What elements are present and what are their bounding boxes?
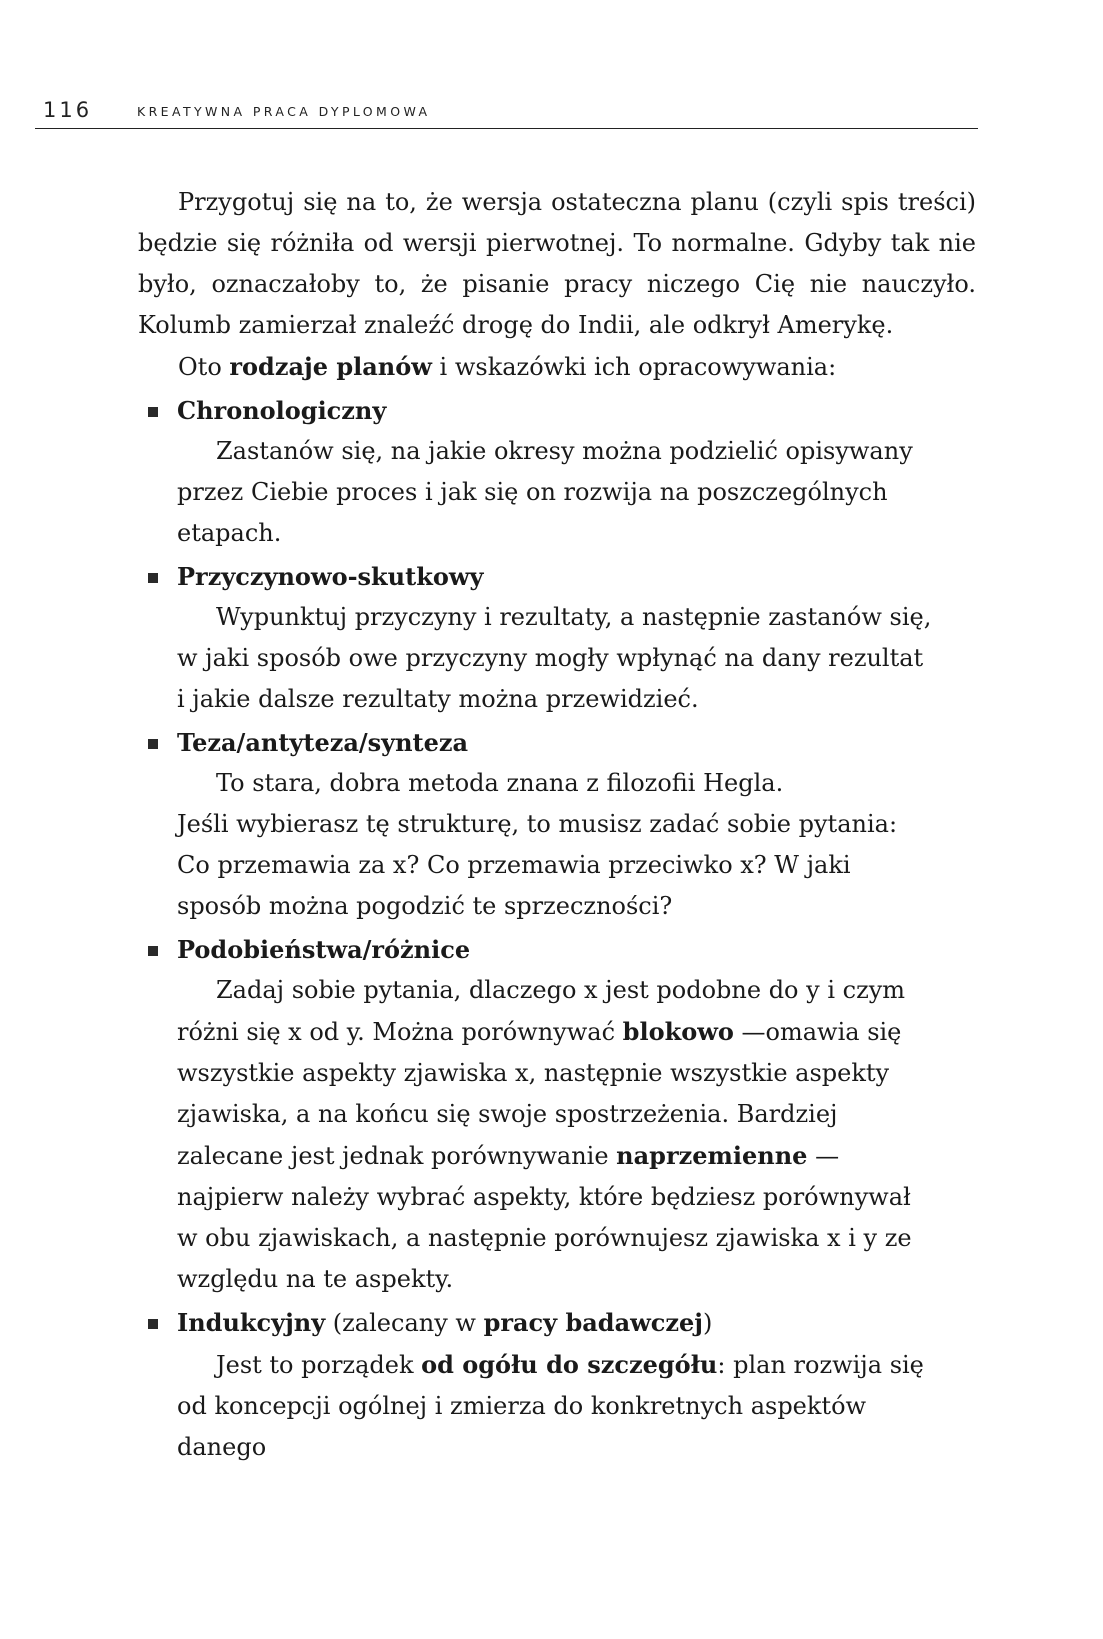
square-bullet-icon xyxy=(148,739,158,749)
term-naprzemienne: naprzemienne xyxy=(616,1141,808,1170)
description-text: : plan rozwija się od koncepcji ogólnej i zmierza do konkretnych aspektów danego xyxy=(177,1351,924,1461)
plan-title-note: ) xyxy=(702,1309,713,1337)
intro-text: i wskazówki ich opracowywania: xyxy=(431,353,837,381)
plan-title: Indukcyjny xyxy=(177,1308,326,1337)
list-item xyxy=(138,1302,976,1468)
list-item xyxy=(138,556,976,720)
running-header xyxy=(35,98,978,129)
list-item xyxy=(138,722,976,927)
plan-description xyxy=(177,1344,976,1468)
plan-title-note-term: pracy badawczej xyxy=(483,1308,703,1337)
plan-description: Wypunktuj przyczyny i rezultaty, a następnie zastanów się, w jaki sposób owe przyczyny mogły wpłynąć na dany rezultat i jakie dalsze rezultaty można przewidzieć. xyxy=(177,603,932,713)
plan-title-line xyxy=(177,1302,976,1344)
list-item xyxy=(138,929,976,1300)
plan-description: To stara, dobra metoda znana z filozofii Hegla. xyxy=(216,769,784,797)
square-bullet-icon xyxy=(148,573,158,583)
description-text: —omawia się wszystkie aspekty zjawiska x, następnie wszystkie aspekty zjawiska, a na końcu się swoje spostrzeżenia. Bardziej zalecane jest jednak porównywanie xyxy=(177,1018,902,1170)
intro-text: Oto xyxy=(178,353,230,381)
plan-title: Podobieństwa/różnice xyxy=(177,935,471,964)
square-bullet-icon xyxy=(148,946,158,956)
intro-paragraph: Przygotuj się na to, że wersja ostateczna planu (czyli spis treści) będzie się różniła od wersji pierwotnej. To normalne. Gdyby tak nie było, oznaczałoby to, że pisanie pracy niczego Cię nie nauczyło. Kolumb zamierzał znaleźć drogę do Indii, ale odkrył Amerykę. xyxy=(138,188,976,339)
term-blokowo: blokowo xyxy=(622,1017,734,1046)
term-od-ogolu: od ogółu do szczegółu xyxy=(421,1350,718,1379)
plan-description xyxy=(177,970,976,1300)
description-text: Zadaj sobie pytania, dlaczego x jest podobne do y i czym różni się x od y. Można porównywać xyxy=(177,976,906,1046)
list-item xyxy=(138,390,976,554)
running-title: KREATYWNA PRACA DYPLOMOWA xyxy=(137,104,431,119)
plan-description: Jeśli wybierasz tę strukturę, to musisz zadać sobie pytania: Co przemawia za x? Co przemawia przeciwko x? W jaki sposób można pogodzić te sprzeczności? xyxy=(177,810,898,920)
plan-types-list xyxy=(138,390,976,1468)
plan-title: Przyczynowo-skutkowy xyxy=(177,562,484,591)
page-content xyxy=(138,182,976,1468)
description-text: — najpierw należy wybrać aspekty, które będziesz porównywał w obu zjawiskach, a następnie porównujesz zjawiska x i y ze względu na te aspekty. xyxy=(177,1142,912,1293)
plan-title: Chronologiczny xyxy=(177,396,387,425)
square-bullet-icon xyxy=(148,1319,158,1329)
plan-description: Zastanów się, na jakie okresy można podzielić opisywany przez Ciebie proces i jak się on rozwija na poszczególnych etapach. xyxy=(177,437,913,547)
square-bullet-icon xyxy=(148,407,158,417)
plan-title-note: (zalecany w xyxy=(325,1309,484,1337)
plan-types-term: rodzaje planów xyxy=(229,352,432,381)
plan-types-intro xyxy=(138,346,976,388)
description-text: Jest to porządek xyxy=(216,1351,422,1379)
page-number: 116 xyxy=(43,98,93,122)
plan-title: Teza/antyteza/synteza xyxy=(177,728,469,757)
